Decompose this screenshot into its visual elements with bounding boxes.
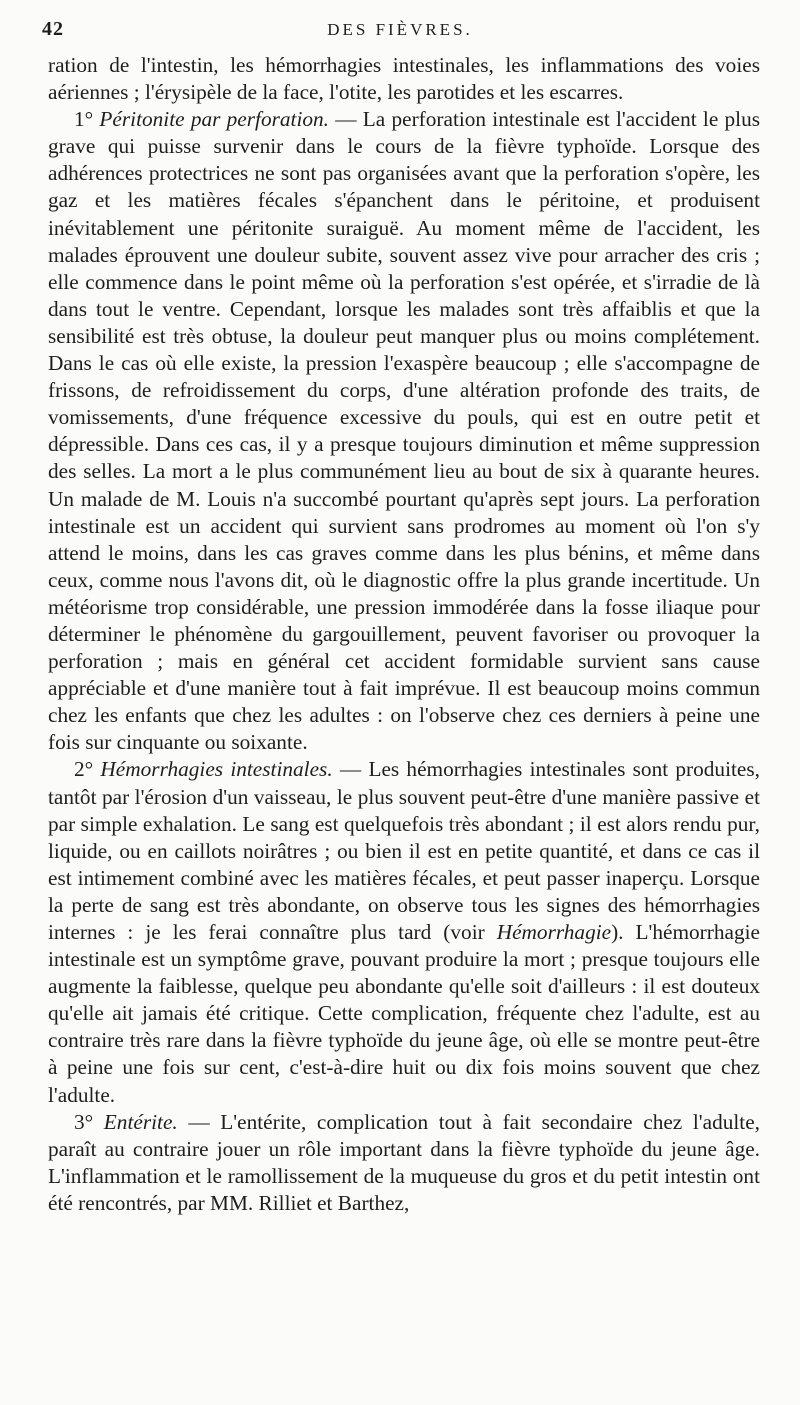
section-number: 1° (74, 107, 94, 132)
paragraph-continuation: ration de l'intestin, les hémorrhagies intestinales, les inflammations des voies aériennes ; l'érysipèle de la face, l'otite, les parotides et les escarres. (48, 53, 760, 105)
body-text (48, 52, 760, 1217)
page-header (0, 18, 800, 48)
page-number: 42 (42, 18, 64, 40)
section-title-peritonite: Péritonite par perforation. (99, 107, 329, 132)
running-title: DES FIÈVRES. (327, 20, 473, 39)
section-number: 2° (74, 757, 94, 782)
section-text: — La perforation intestinale est l'accident le plus grave qui puisse survenir dans le cours de la fièvre typhoïde. Lorsque des adhérences protectrices ne sont pas organisées avant que la perforation s'opère, les gaz et les matières fécales s'épanchent dans le péritoine, et produisent inévitablement une péritonite suraiguë. Au moment même de l'accident, les malades éprouvent une douleur subite, souvent assez vive pour arracher des cris ; elle commence dans le point même où la perforation s'est opérée, et s'irradie de là dans tout le ventre. Cependant, lorsque les malades sont très affaiblis et que la sensibilité est très obtuse, la douleur peut manquer plus ou moins complétement. Dans le cas où elle existe, la pression l'exaspère beaucoup ; elle s'accompagne de frissons, de refroidissement du corps, d'une altération profonde des traits, de vomissements, d'une fréquence excessive du pouls, qui est en outre petit et dépressible. Dans ces cas, il y a presque toujours diminution et même suppression des selles. La mort a le plus communément lieu au bout de six à quarante heures. Un malade de M. Louis n'a succombé pourtant qu'après sept jours. La perforation intestinale est un accident qui survient sans prodromes au moment où l'on s'y attend le moins, dans les cas graves comme dans les plus bénins, et même dans ceux, comme nous l'avons dit, où le diagnostic offre la plus grande incertitude. Un météorisme trop considérable, une pression immodérée dans la fosse iliaque pour déterminer le phénomène du gargouillement, peuvent favoriser ou provoquer la perforation ; mais en général cet accident formidable survient sans cause appréciable et d'une manière tout à fait imprévue. Il est beaucoup moins commun chez les enfants que chez les adultes : on l'observe chez ces derniers à peine une fois sur cinquante ou soixante. (48, 107, 761, 755)
section-title-enterite: Entérite. (103, 1109, 178, 1134)
section-text: — Les hémorrhagies intestinales sont produites, tantôt par l'érosion d'un vaisseau, le plus souvent peut-être d'une manière passive et par simple exhalation. Le sang est quelquefois très abondant ; il est alors rendu pur, liquide, ou en caillots noirâtres ; ou bien il est en petite quantité, et dans ce cas il est intimement combiné avec les matières fécales, et peut passer inaperçu. Lorsque la perte de sang est très abondante, on observe tous les signes des hémorrhagies internes : je les ferai connaître plus tard (voir (48, 757, 760, 944)
section-text: — L'entérite, complication tout à fait secondaire chez l'adulte, paraît au contraire jouer un rôle important dans la fièvre typhoïde du jeune âge. L'inflammation et le ramollissement de la muqueuse du gros et du petit intestin ont été rencontrés, par MM. Rilliet et Barthez, (48, 1109, 760, 1215)
paragraph-hemorrhagies (48, 756, 760, 1108)
section-title-hemorrhagies: Hémorrhagies intestinales. (100, 757, 333, 782)
section-text: ). L'hémorrhagie intestinale est un symptôme grave, pouvant produire la mort ; presque toujours elle augmente la faiblesse, quelque peu abondante qu'elle soit d'ailleurs : il est douteux qu'elle ait jamais été critique. Cette complication, fréquente chez l'adulte, est au contraire très rare dans la fièvre typhoïde du jeune âge, où elle se montre peut-être à peine une fois sur cent, c'est-à-dire huit ou dix fois moins souvent que chez l'adulte. (48, 920, 760, 1107)
paragraph-enterite (48, 1109, 760, 1217)
paragraph-peritonite (48, 106, 760, 756)
cross-reference: Hémorrhagie (496, 920, 612, 944)
section-number: 3° (74, 1109, 94, 1134)
